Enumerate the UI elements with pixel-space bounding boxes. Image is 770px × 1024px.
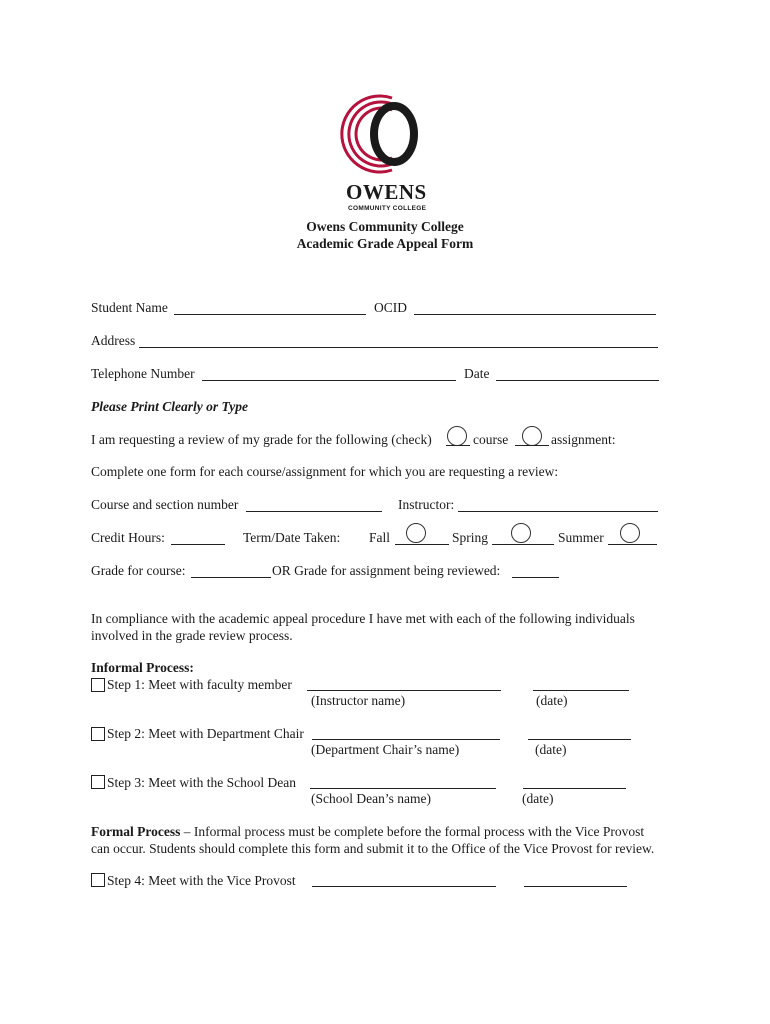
- course-section-field[interactable]: [246, 511, 382, 512]
- form-title: Academic Grade Appeal Form: [296, 236, 474, 251]
- step-4-date-field[interactable]: [524, 886, 627, 887]
- print-note: Please Print Clearly or Type: [91, 399, 248, 414]
- grade-assignment-label: OR Grade for assignment being reviewed:: [272, 563, 501, 578]
- assignment-check-circle[interactable]: [522, 426, 542, 446]
- student-name-label: Student Name: [91, 300, 168, 315]
- step-2-date-caption: (date): [535, 742, 567, 757]
- spring-label: Spring: [452, 530, 489, 545]
- informal-heading: Informal Process:: [91, 660, 194, 675]
- student-name-field[interactable]: [174, 314, 366, 315]
- step-3-checkbox[interactable]: [91, 775, 105, 789]
- logo-subname: COMMUNITY COLLEGE: [348, 205, 427, 212]
- summer-label: Summer: [558, 530, 604, 545]
- step-4-name-field[interactable]: [312, 886, 496, 887]
- step-4-checkbox[interactable]: [91, 873, 105, 887]
- telephone-label: Telephone Number: [91, 366, 195, 381]
- step-3-name-field[interactable]: [310, 788, 496, 789]
- spring-check-line: [492, 544, 554, 545]
- fall-check-circle[interactable]: [406, 523, 426, 543]
- fall-label: Fall: [369, 530, 391, 545]
- instructor-field[interactable]: [458, 511, 658, 512]
- step-2-checkbox[interactable]: [91, 727, 105, 741]
- owens-o-emblem: [340, 92, 430, 176]
- formal-line-2: can occur. Students should complete this form and submit it to the Office of the Vice Provost for review.: [91, 841, 655, 856]
- assignment-check-line: [515, 445, 549, 446]
- step-2-name-caption: (Department Chair’s name): [311, 742, 460, 757]
- spring-check-circle[interactable]: [511, 523, 531, 543]
- credit-hours-field[interactable]: [171, 544, 225, 545]
- step-1-checkbox[interactable]: [91, 678, 105, 692]
- step-3-date-caption: (date): [522, 791, 554, 806]
- college-title: Owens Community College: [306, 219, 464, 234]
- date-field[interactable]: [496, 380, 659, 381]
- ocid-field[interactable]: [414, 314, 656, 315]
- address-field[interactable]: [139, 347, 658, 348]
- ocid-label: OCID: [374, 300, 407, 315]
- telephone-field[interactable]: [202, 380, 456, 381]
- step-3-label: Step 3: Meet with the School Dean: [107, 775, 296, 790]
- formal-line-1: [91, 824, 644, 840]
- step-1-date-field[interactable]: [533, 690, 629, 691]
- formal-heading: Formal Process: [91, 824, 181, 839]
- grade-assignment-field[interactable]: [512, 577, 559, 578]
- summer-check-circle[interactable]: [620, 523, 640, 543]
- course-option-label: course: [473, 432, 509, 447]
- grade-course-field[interactable]: [191, 577, 271, 578]
- step-3-name-caption: (School Dean’s name): [311, 791, 431, 806]
- college-logo: [340, 92, 430, 220]
- logo-name: OWENS: [346, 180, 427, 204]
- step-1-name-caption: (Instructor name): [311, 693, 406, 708]
- compliance-line-1: In compliance with the academic appeal procedure I have met with each of the following individuals: [91, 611, 635, 626]
- instruction-text: Complete one form for each course/assignment for which you are requesting a review:: [91, 464, 559, 479]
- term-date-label: Term/Date Taken:: [243, 530, 341, 545]
- step-3-date-field[interactable]: [523, 788, 626, 789]
- assignment-option-label: assignment:: [551, 432, 616, 447]
- address-label: Address: [91, 333, 136, 348]
- grade-course-label: Grade for course:: [91, 563, 186, 578]
- step-4-label: Step 4: Meet with the Vice Provost: [107, 873, 296, 888]
- formal-text-1: – Informal process must be complete before the formal process with the Vice Provost: [180, 824, 645, 839]
- credit-hours-label: Credit Hours:: [91, 530, 165, 545]
- request-text: I am requesting a review of my grade for the following (check): [91, 432, 432, 447]
- fall-check-line: [395, 544, 449, 545]
- date-label: Date: [464, 366, 490, 381]
- instructor-label: Instructor:: [398, 497, 455, 512]
- course-check-circle[interactable]: [447, 426, 467, 446]
- course-check-line: [446, 445, 470, 446]
- summer-check-line: [608, 544, 657, 545]
- step-1-name-field[interactable]: [307, 690, 501, 691]
- step-2-date-field[interactable]: [528, 739, 631, 740]
- step-1-date-caption: (date): [536, 693, 568, 708]
- compliance-line-2: involved in the grade review process.: [91, 628, 293, 643]
- step-2-label: Step 2: Meet with Department Chair: [107, 726, 304, 741]
- step-2-name-field[interactable]: [312, 739, 500, 740]
- course-section-label: Course and section number: [91, 497, 239, 512]
- step-1-label: Step 1: Meet with faculty member: [107, 677, 292, 692]
